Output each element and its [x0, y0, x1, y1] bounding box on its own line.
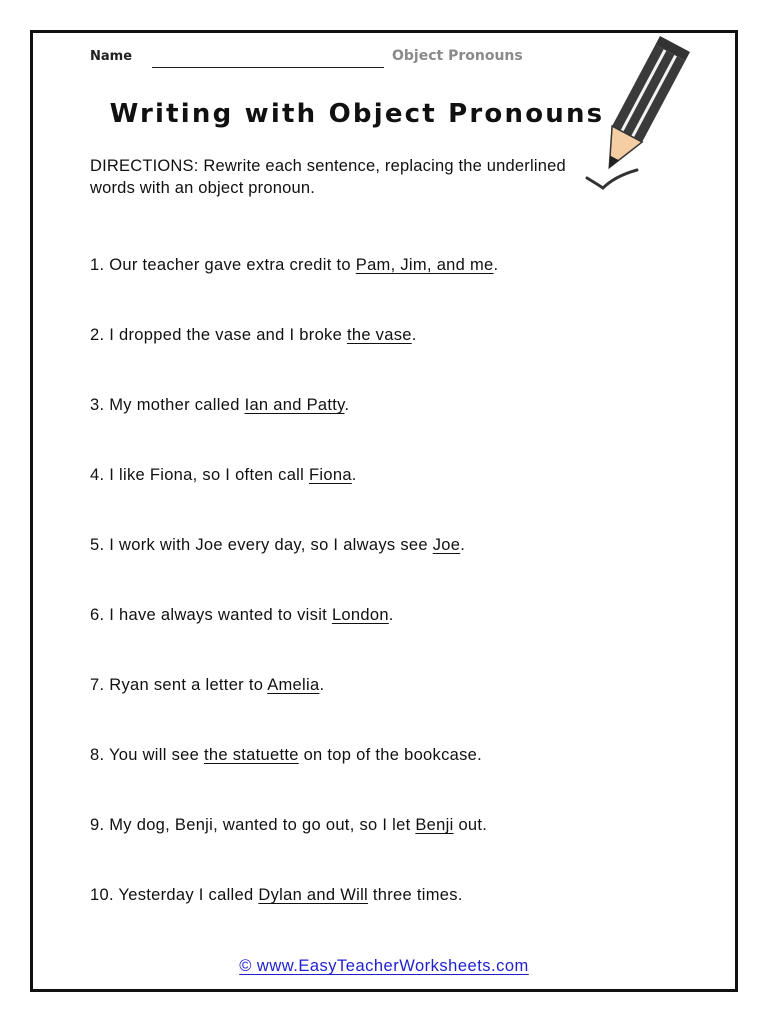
- question-5: 5. I work with Joe every day, so I always see Joe.: [90, 536, 466, 554]
- name-label: Name: [90, 49, 133, 64]
- website-link[interactable]: © www.EasyTeacherWorksheets.com: [239, 957, 529, 975]
- question-1: 1. Our teacher gave extra credit to Pam, Jim, and me.: [90, 256, 499, 274]
- question-8: 8. You will see the statuette on top of the bookcase.: [90, 746, 483, 764]
- underlined-words: the statuette: [203, 746, 299, 764]
- name-input-line[interactable]: [152, 67, 384, 68]
- underlined-words: Fiona: [309, 466, 352, 484]
- question-4: 4. I like Fiona, so I often call Fiona.: [90, 466, 357, 484]
- page-title: Writing with Object Pronouns: [109, 99, 605, 129]
- question-3: 3. My mother called Ian and Patty.: [90, 396, 350, 414]
- question-7: 7. Ryan sent a letter to Amelia.: [90, 676, 325, 694]
- underlined-words: Pam, Jim, and me: [355, 256, 494, 274]
- underlined-words: Dylan and Will: [258, 886, 369, 904]
- footer: [0, 957, 768, 976]
- question-9: 9. My dog, Benji, wanted to go out, so I let Benji out.: [90, 816, 488, 834]
- underlined-words: London: [331, 606, 389, 624]
- question-10: 10. Yesterday I called Dylan and Will three times.: [90, 886, 463, 904]
- underlined-words: Amelia: [267, 676, 320, 694]
- question-6: 6. I have always wanted to visit London.: [90, 606, 394, 624]
- topic-label: Object Pronouns: [392, 48, 523, 64]
- underlined-words: Joe: [432, 536, 461, 554]
- underlined-words: Ian and Patty: [244, 396, 345, 414]
- question-2: 2. I dropped the vase and I broke the vase.: [90, 326, 417, 344]
- directions-text: DIRECTIONS: Rewrite each sentence, replacing the underlined words with an object pronoun.: [90, 157, 566, 197]
- underlined-words: Benji: [415, 816, 454, 834]
- underlined-words: the vase: [346, 326, 412, 344]
